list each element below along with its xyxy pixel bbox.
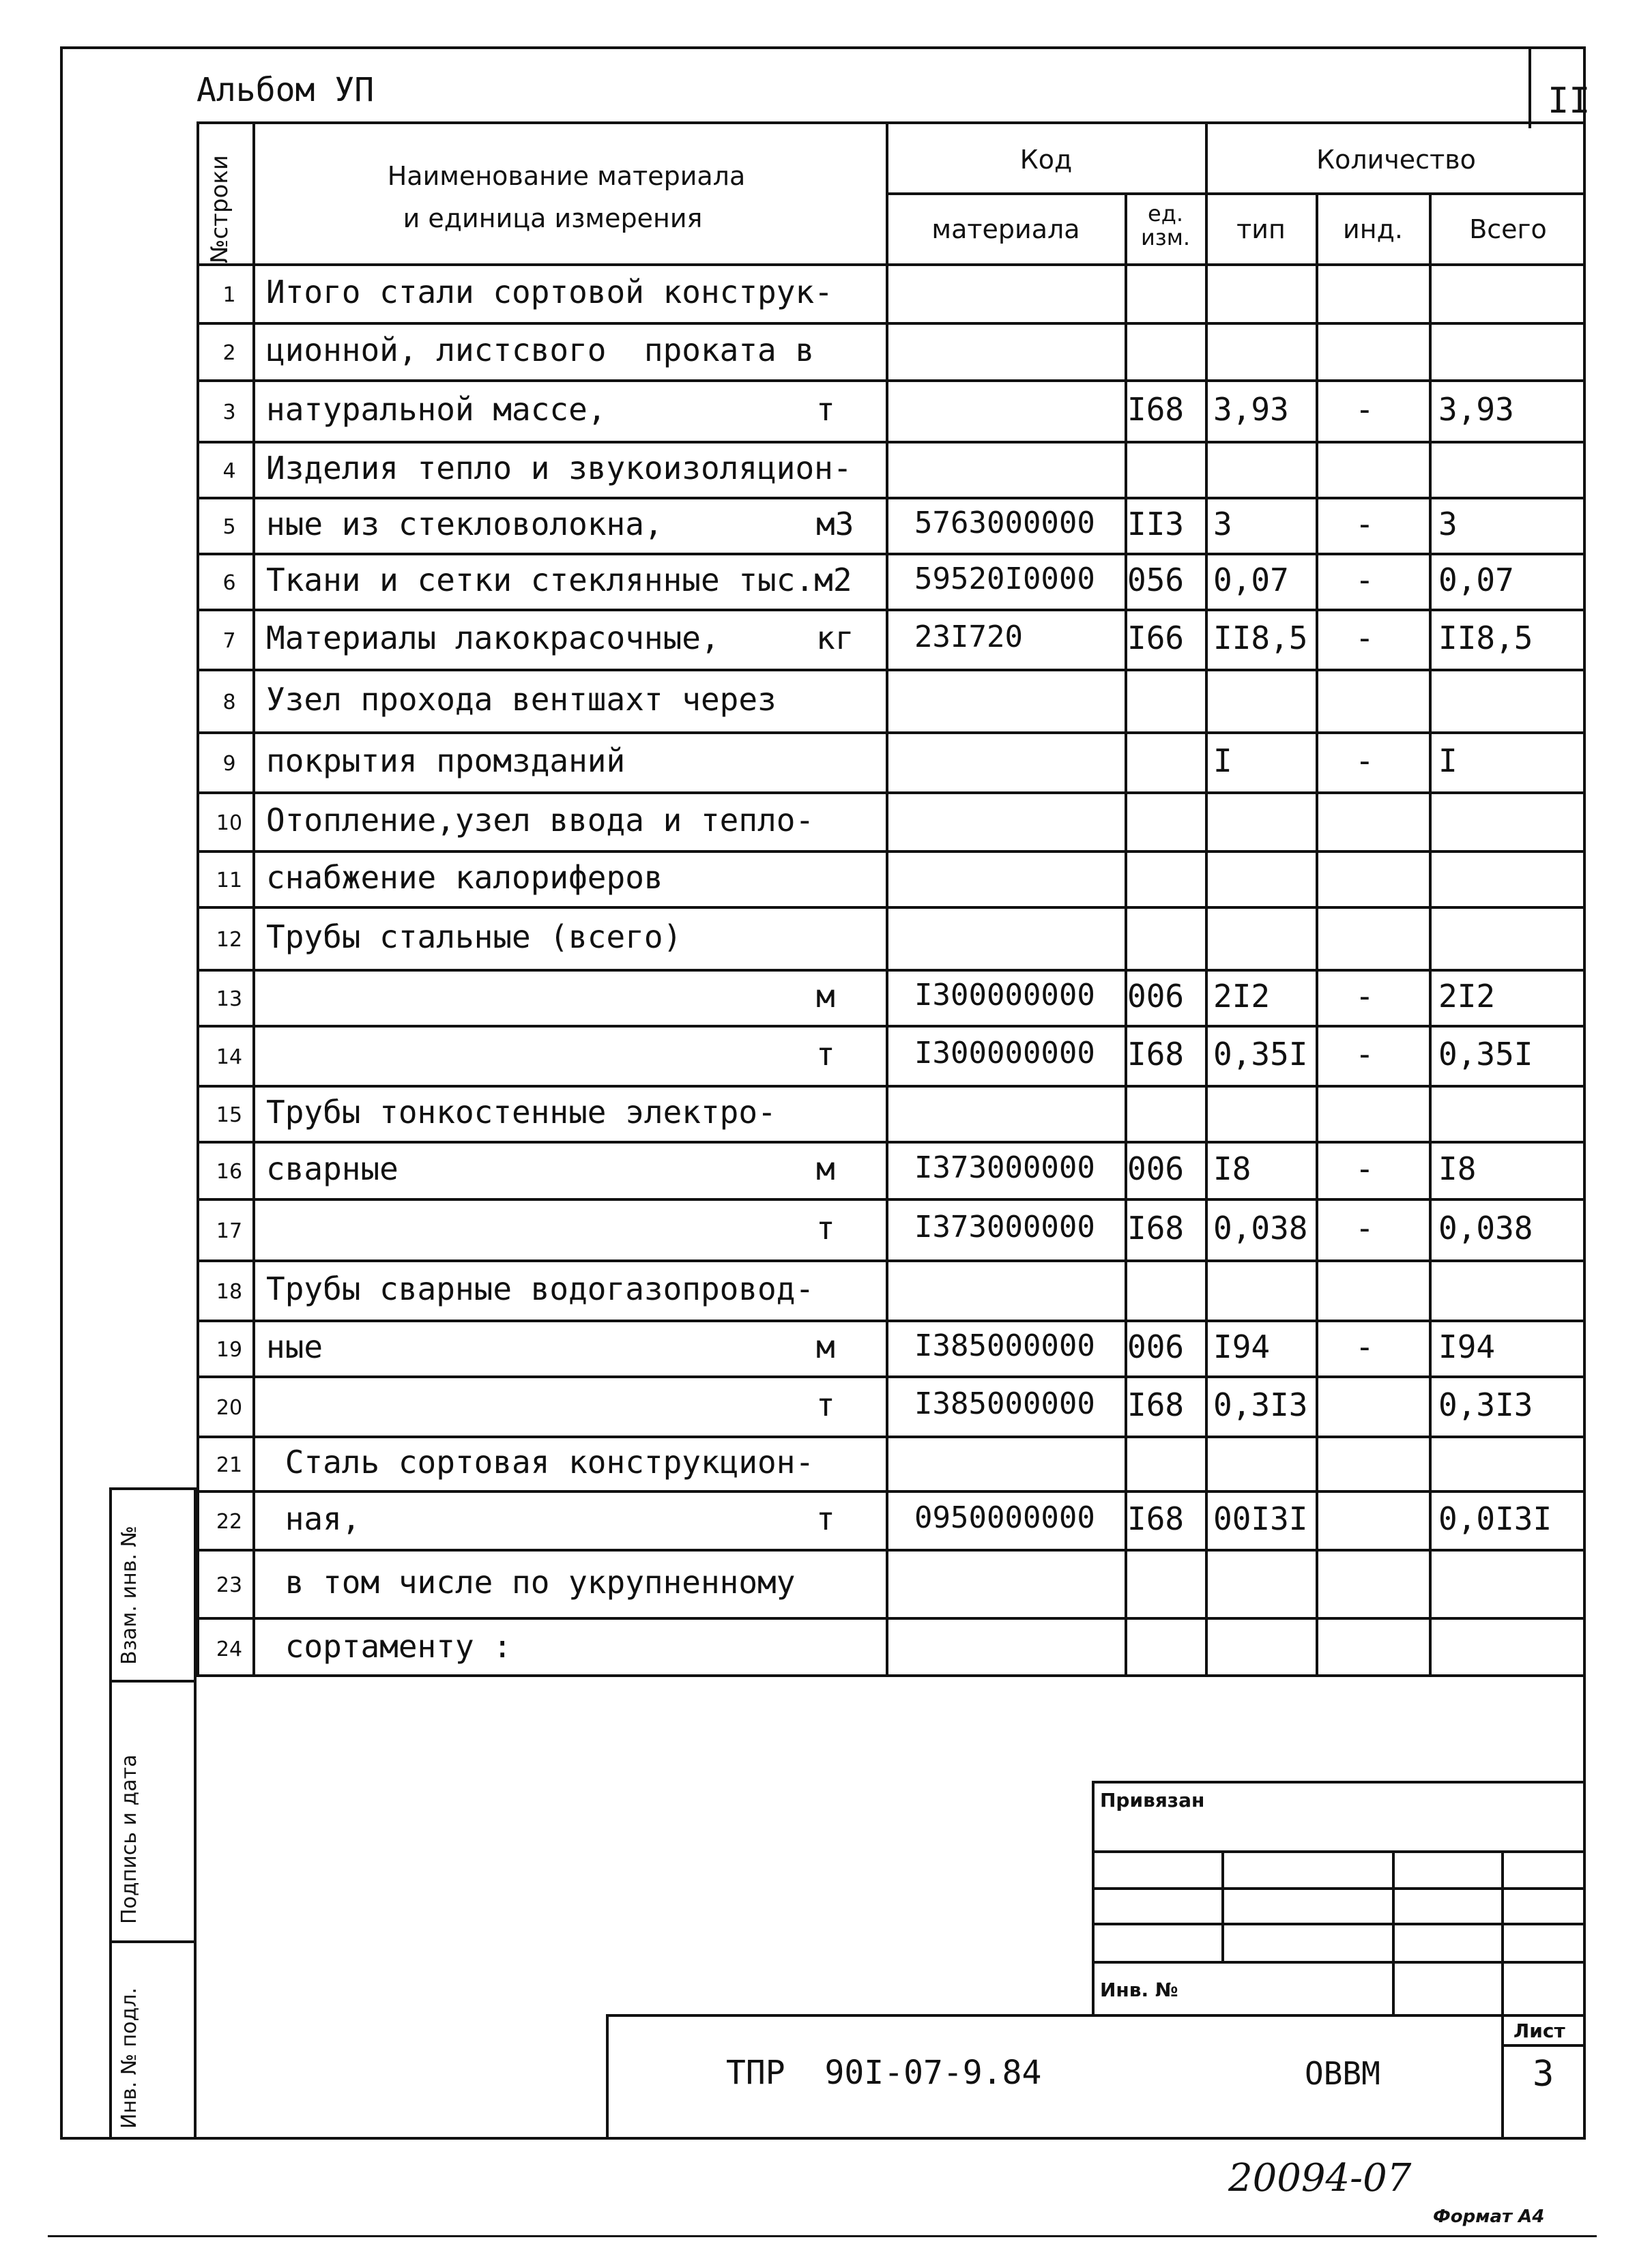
row-name: сварные <box>266 1150 398 1187</box>
row-name: ные <box>266 1328 323 1365</box>
row-name: Узел прохода вентшахт через <box>266 681 777 718</box>
row-name: Трубы сварные водогазопровод- <box>266 1270 815 1307</box>
row-qty-ind: - <box>1355 391 1374 428</box>
row-unit-code: I68 <box>1127 1500 1185 1537</box>
row-unit: т <box>816 1500 835 1537</box>
stamp-doc-code: ТПР 90I-07-9.84 <box>726 2054 1042 2092</box>
row-line <box>197 1490 1586 1493</box>
row-number: 6 <box>222 571 236 595</box>
row-qty-total: 0,038 <box>1438 1210 1533 1247</box>
header-q-ind: инд. <box>1343 214 1403 244</box>
stamp-sheet-no: 3 <box>1533 2054 1554 2095</box>
header-quantity: Количество <box>1316 145 1476 175</box>
binding-strip-line <box>109 1487 112 2140</box>
row-name: сортаменту : <box>266 1628 512 1665</box>
row-name: в том числе по укрупненному <box>266 1564 796 1601</box>
row-unit-code: I66 <box>1127 620 1185 656</box>
row-number: 7 <box>222 629 236 653</box>
row-unit: м <box>816 1150 835 1187</box>
row-number: 2 <box>222 341 236 365</box>
row-number: 12 <box>216 928 243 952</box>
binding-divider <box>109 1487 197 1490</box>
row-number: 5 <box>222 515 236 539</box>
row-code: 23I720 <box>914 620 1023 654</box>
header-mid <box>886 192 1586 195</box>
stamp-inv-no: Инв. № <box>1100 1979 1178 2001</box>
row-line <box>197 969 1586 972</box>
stamp-line <box>1092 1781 1586 1783</box>
row-qty-ind: - <box>1355 1328 1374 1365</box>
row-unit-code: I68 <box>1127 391 1185 428</box>
row-number: 3 <box>222 401 236 424</box>
row-unit: т <box>816 391 835 428</box>
row-name: Материалы лакокрасочные, <box>266 620 720 656</box>
col-line <box>1205 121 1208 1677</box>
row-code: I373000000 <box>914 1150 1095 1185</box>
row-code: I300000000 <box>914 978 1095 1013</box>
header-code-material: материала <box>931 214 1080 244</box>
row-line <box>197 1375 1586 1378</box>
stamp-sheet-label: Лист <box>1513 2020 1565 2042</box>
row-unit-code: 056 <box>1127 562 1185 598</box>
row-number: 18 <box>216 1280 243 1304</box>
row-qty-ind: - <box>1355 620 1374 656</box>
row-qty-ind: - <box>1355 1210 1374 1247</box>
row-code: I300000000 <box>914 1036 1095 1071</box>
row-number: 14 <box>216 1045 243 1069</box>
row-name: Трубы тонкостенные электро- <box>266 1094 777 1131</box>
row-name: ционной, листсвого проката в <box>266 332 815 368</box>
col-line <box>252 121 255 1677</box>
row-name: снабжение калориферов <box>266 859 663 896</box>
row-line <box>197 906 1586 909</box>
header-code: Код <box>1019 145 1073 175</box>
row-qty-total: 0,3I3 <box>1438 1386 1533 1423</box>
corner-box-line <box>1528 46 1531 128</box>
row-line <box>197 322 1586 325</box>
row-qty-type: II8,5 <box>1213 620 1308 656</box>
row-qty-total: 0,35I <box>1438 1036 1533 1073</box>
row-qty-total: II8,5 <box>1438 620 1533 656</box>
row-qty-type: 00I3I <box>1213 1500 1308 1537</box>
stamp-line <box>1092 1887 1586 1890</box>
stamp-line <box>1092 1781 1095 2014</box>
row-unit: т <box>816 1036 835 1073</box>
side-label-vzam: Взам. инв. № <box>117 1526 141 1665</box>
row-number: 8 <box>222 690 236 714</box>
side-label-podpis: Подпись и дата <box>117 1754 141 1924</box>
row-number: 10 <box>216 811 243 835</box>
row-unit: т <box>816 1386 835 1423</box>
row-line <box>197 731 1586 734</box>
row-number: 16 <box>216 1160 243 1184</box>
row-number: 21 <box>216 1453 243 1477</box>
row-line <box>197 791 1586 794</box>
sheet-box-line <box>1501 2044 1586 2047</box>
row-code: 59520I0000 <box>914 562 1095 596</box>
row-qty-ind: - <box>1355 1150 1374 1187</box>
row-qty-total: I94 <box>1438 1328 1496 1365</box>
side-label-inv-podl: Инв. № подл. <box>117 1987 141 2129</box>
row-line <box>197 609 1586 611</box>
row-name: натуральной массе, <box>266 391 607 428</box>
stamp-line <box>1092 1923 1586 1925</box>
row-number: 19 <box>216 1338 243 1362</box>
row-number: 20 <box>216 1396 243 1420</box>
row-qty-type: 3 <box>1213 506 1232 542</box>
row-line <box>197 1259 1586 1262</box>
row-qty-ind: - <box>1355 742 1374 779</box>
header-unit: ед. изм. <box>1140 201 1191 251</box>
row-line <box>197 441 1586 443</box>
row-name: Отопление,узел ввода и тепло- <box>266 802 815 839</box>
row-qty-type: 0,3I3 <box>1213 1386 1308 1423</box>
row-unit-code: I68 <box>1127 1210 1185 1247</box>
row-qty-total: 3 <box>1438 506 1458 542</box>
stamp-mark: ОВВМ <box>1305 2055 1380 2092</box>
row-code: I385000000 <box>914 1386 1095 1421</box>
header-q-type: тип <box>1236 214 1286 244</box>
header-row-no: №строки <box>206 155 233 263</box>
row-number: 17 <box>216 1219 243 1243</box>
row-qty-type: I8 <box>1213 1150 1251 1187</box>
row-qty-total: 3,93 <box>1438 391 1514 428</box>
stamp-line <box>1221 1850 1224 1961</box>
row-number: 4 <box>222 459 236 483</box>
row-line <box>197 1198 1586 1201</box>
row-number: 23 <box>216 1573 243 1597</box>
row-qty-total: 0,0I3I <box>1438 1500 1552 1537</box>
row-number: 24 <box>216 1637 243 1661</box>
row-qty-type: 2I2 <box>1213 978 1271 1015</box>
handwritten-number: 20094-07 <box>1228 2156 1412 2200</box>
row-code: 5763000000 <box>914 506 1095 540</box>
row-line <box>197 669 1586 671</box>
row-qty-type: I <box>1213 742 1232 779</box>
title-block-top <box>606 2014 1586 2017</box>
title-block-left <box>606 2014 609 2140</box>
row-line <box>197 1025 1586 1028</box>
row-unit-code: 006 <box>1127 978 1185 1015</box>
header-q-total: Всего <box>1469 214 1547 244</box>
row-line <box>197 379 1586 382</box>
row-unit: т <box>816 1210 835 1247</box>
stamp-line <box>1501 1850 1504 2140</box>
row-name: Итого стали сортовой конструк- <box>266 274 833 310</box>
row-unit: м <box>816 978 835 1015</box>
album-title: Альбом УП <box>197 71 375 109</box>
row-number: 22 <box>216 1510 243 1534</box>
row-qty-type: I94 <box>1213 1328 1271 1365</box>
row-name: Ткани и сетки стеклянные тыс.м2 <box>266 562 852 598</box>
row-line <box>197 1320 1586 1322</box>
binding-divider <box>109 1680 197 1683</box>
row-qty-ind: - <box>1355 506 1374 542</box>
row-unit-code: 006 <box>1127 1150 1185 1187</box>
row-unit: кг <box>816 620 854 656</box>
row-qty-total: 0,07 <box>1438 562 1514 598</box>
header-name-line1: Наименование материала <box>387 161 746 191</box>
row-line <box>197 553 1586 555</box>
sheet-corner-number: II <box>1548 81 1591 121</box>
row-line <box>197 497 1586 499</box>
row-line <box>197 1436 1586 1438</box>
row-qty-type: 0,35I <box>1213 1036 1308 1073</box>
format-label: Формат А4 <box>1433 2207 1545 2227</box>
bottom-rule <box>48 2235 1597 2237</box>
row-name: покрытия промзданий <box>266 742 626 779</box>
row-line <box>197 850 1586 853</box>
row-line <box>197 1141 1586 1144</box>
row-unit-code: I68 <box>1127 1386 1185 1423</box>
row-unit: м3 <box>816 506 854 542</box>
row-name: Сталь сортовая конструкцион- <box>266 1444 815 1481</box>
row-unit-code: I68 <box>1127 1036 1185 1073</box>
row-qty-total: 2I2 <box>1438 978 1496 1015</box>
row-qty-total: I8 <box>1438 1150 1477 1187</box>
stamp-line <box>1092 1850 1586 1853</box>
row-code: 0950000000 <box>914 1500 1095 1535</box>
row-unit-code: 006 <box>1127 1328 1185 1365</box>
row-code: I385000000 <box>914 1328 1095 1363</box>
header-bottom <box>197 263 1586 266</box>
col-line <box>886 121 888 1677</box>
row-qty-type: 0,038 <box>1213 1210 1308 1247</box>
stamp-line <box>1392 1850 1395 2014</box>
stamp-line <box>1092 1961 1586 1964</box>
stamp-privyazan: Привязан <box>1100 1789 1205 1811</box>
row-qty-total: I <box>1438 742 1458 779</box>
row-qty-type: 0,07 <box>1213 562 1289 598</box>
row-number: 9 <box>222 752 236 776</box>
row-name: Трубы стальные (всего) <box>266 918 682 955</box>
row-number: 15 <box>216 1103 243 1127</box>
col-line <box>1316 192 1318 1677</box>
binding-divider <box>109 1940 197 1943</box>
row-unit-code: II3 <box>1127 506 1185 542</box>
row-number: 11 <box>216 869 243 892</box>
row-line <box>197 1549 1586 1552</box>
col-line <box>1429 192 1432 1677</box>
row-name: ные из стекловолокна, <box>266 506 663 542</box>
row-name: Изделия тепло и звукоизоляцион- <box>266 450 852 486</box>
row-line <box>197 1617 1586 1620</box>
row-qty-ind: - <box>1355 562 1374 598</box>
row-number: 13 <box>216 987 243 1011</box>
row-qty-ind: - <box>1355 1036 1374 1073</box>
row-qty-type: 3,93 <box>1213 391 1289 428</box>
row-qty-ind: - <box>1355 978 1374 1015</box>
header-name-line2: и единица измерения <box>403 203 703 233</box>
row-name: ная, <box>266 1500 361 1537</box>
row-number: 1 <box>222 283 236 307</box>
row-unit: м <box>816 1328 835 1365</box>
row-line <box>197 1085 1586 1088</box>
row-code: I373000000 <box>914 1210 1095 1244</box>
